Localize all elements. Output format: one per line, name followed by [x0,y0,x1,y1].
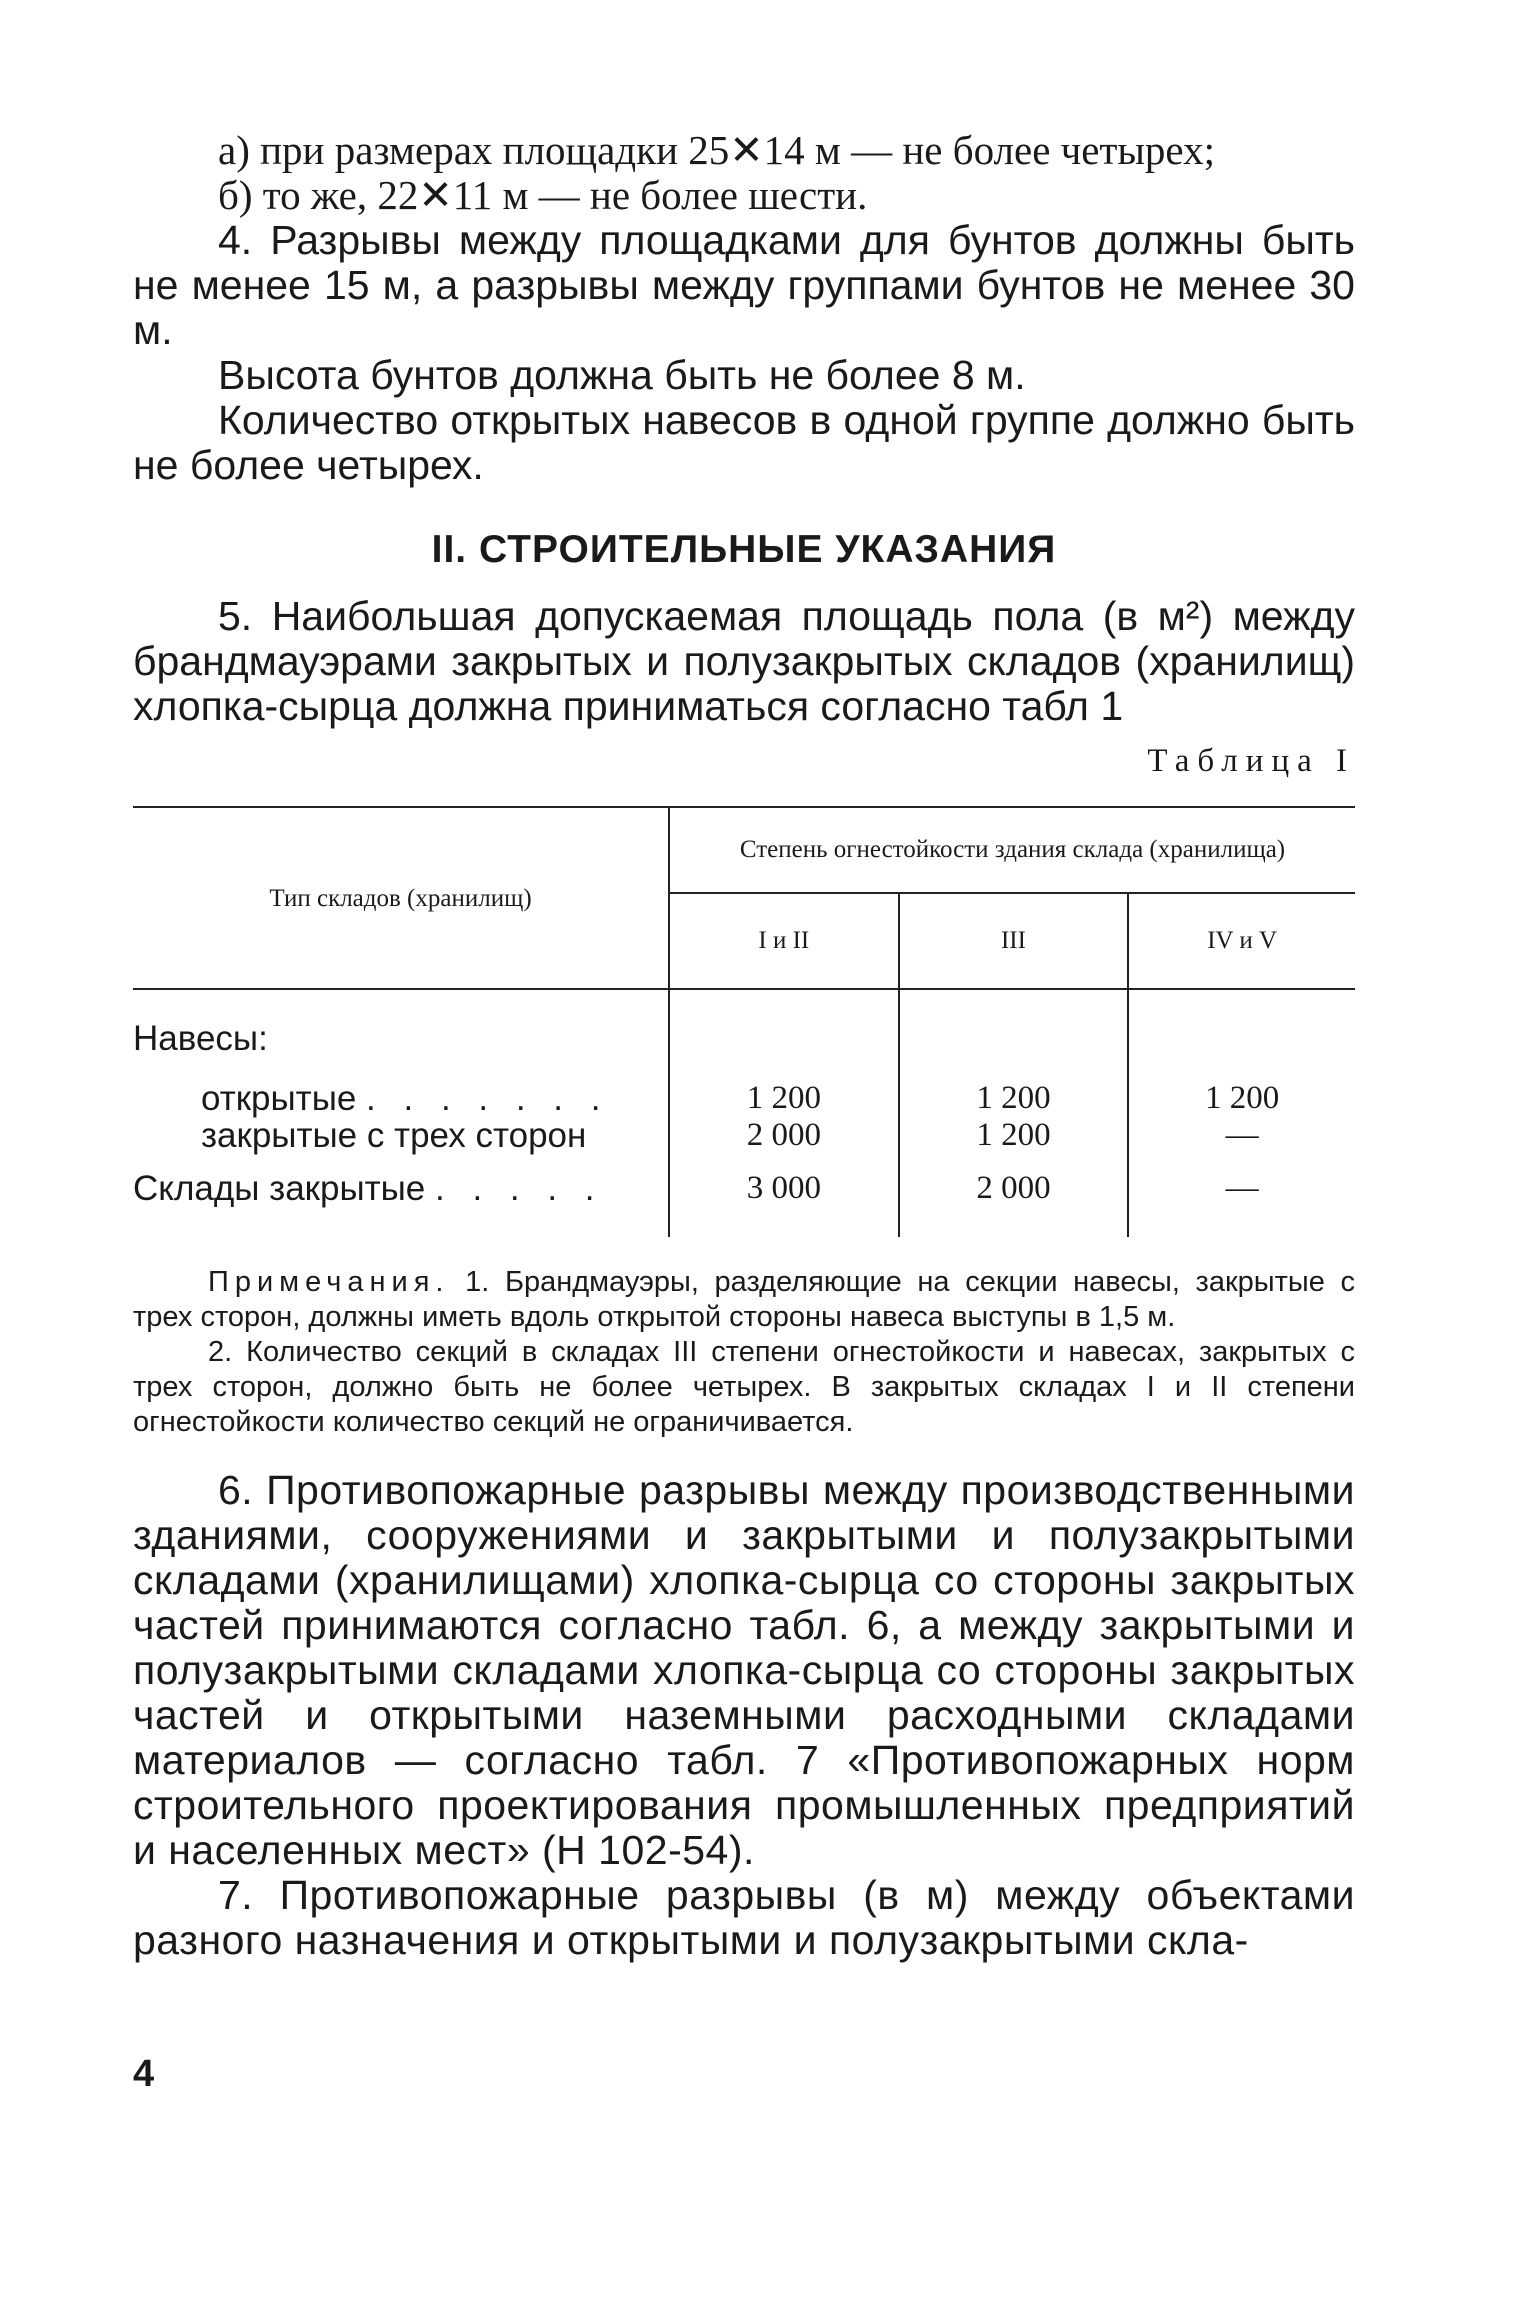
table-row [133,1117,1355,1154]
table-caption: Таблица I [1147,743,1355,779]
table-cell: 1 200 [1128,1080,1355,1117]
table-cell: — [1128,1154,1355,1237]
document-page [133,128,1355,1963]
table-cell: 1 200 [899,1080,1129,1117]
paragraph-b: б) то же, 22✕11 м — не более шести. [218,172,868,218]
notes-block [133,1265,1355,1440]
table-cell: 1 200 [669,1080,899,1117]
table-cell: — [1128,1117,1355,1154]
body-section [133,1468,1355,1963]
header-degree-1: I и II [669,893,899,989]
table-cell: 1 200 [899,1117,1129,1154]
leader-dots: . . . . . [435,1169,604,1208]
paragraph-item-7: 7. Противопожарные разрывы (в м) между объектами разного назначения и открытыми и полузакрытыми скла- [133,1872,1355,1963]
table-group-label: Навесы: [133,1019,268,1058]
leader-dots: . . . . . . . [366,1079,610,1118]
paragraph-count: Количество открытых навесов в одной группе должно быть не более четырех. [133,397,1355,488]
header-type: Тип складов (хранилищ) [269,884,532,912]
section-heading: II. СТРОИТЕЛЬНЫЕ УКАЗАНИЯ [431,528,1057,571]
paragraph-a: а) при размерах площадки 25✕14 м — не более четырех; [218,127,1215,173]
table-row [133,1080,1355,1117]
header-degree: Степень огнестойкости здания склада (хранилища) [669,807,1355,893]
table-row [133,1154,1355,1237]
header-degree-3: IV и V [1128,893,1355,989]
note-1: 1. Брандмауэры, разделяющие на секции навесы, закрытые с трех сторон, должны иметь вдоль открытой стороны навеса выступы в 1,5 м. [133,1266,1355,1333]
table-cell: 3 000 [669,1154,899,1237]
table-cell: 2 000 [669,1117,899,1154]
paragraph-item-6: 6. Противопожарные разрывы между производственными зданиями, сооружениями и закрытыми и полузакрытыми складами (хранилищами) хлопка-сырца со стороны закрытых частей принимаются согласно табл. 6, а между закрытыми и полузакрытыми складами хлопка-сырца со стороны закрытых частей и открытыми наземными расходными складами материалов — согласно табл. 7 «Противопожарных норм строительного проектирования промышленных предприятий и населенных мест» (Н 102-54). [133,1467,1355,1873]
paragraph-item-5: 5. Наибольшая допускаемая площадь пола (в м²) между брандмауэрами закрытых и полузакрытых складов (хранилищ) хлопка-сырца должна приниматься согласно табл 1 [133,593,1355,729]
row-label: закрытые с трех сторон [201,1116,587,1155]
table-cell: 2 000 [899,1154,1129,1237]
page-number: 4 [133,2053,155,2095]
paragraph-height: Высота бунтов должна быть не более 8 м. [218,352,1026,398]
area-table [133,806,1355,1237]
note-2: 2. Количество секций в складах III степени огнестойкости и навесах, закрытых с трех сторон, должно быть не более четырех. В закрытых складах I и II степени огнестойкости количество секций не ограничивается. [133,1336,1355,1438]
paragraph-item-4: 4. Разрывы между площадками для бунтов должны быть не менее 15 м, а разрывы между группами бунтов не менее 30 м. [133,217,1355,353]
row-label: Склады закрытые [133,1169,426,1208]
header-degree-2: III [899,893,1129,989]
notes-title: Примечания. [208,1266,450,1298]
row-label: открытые [201,1079,357,1118]
